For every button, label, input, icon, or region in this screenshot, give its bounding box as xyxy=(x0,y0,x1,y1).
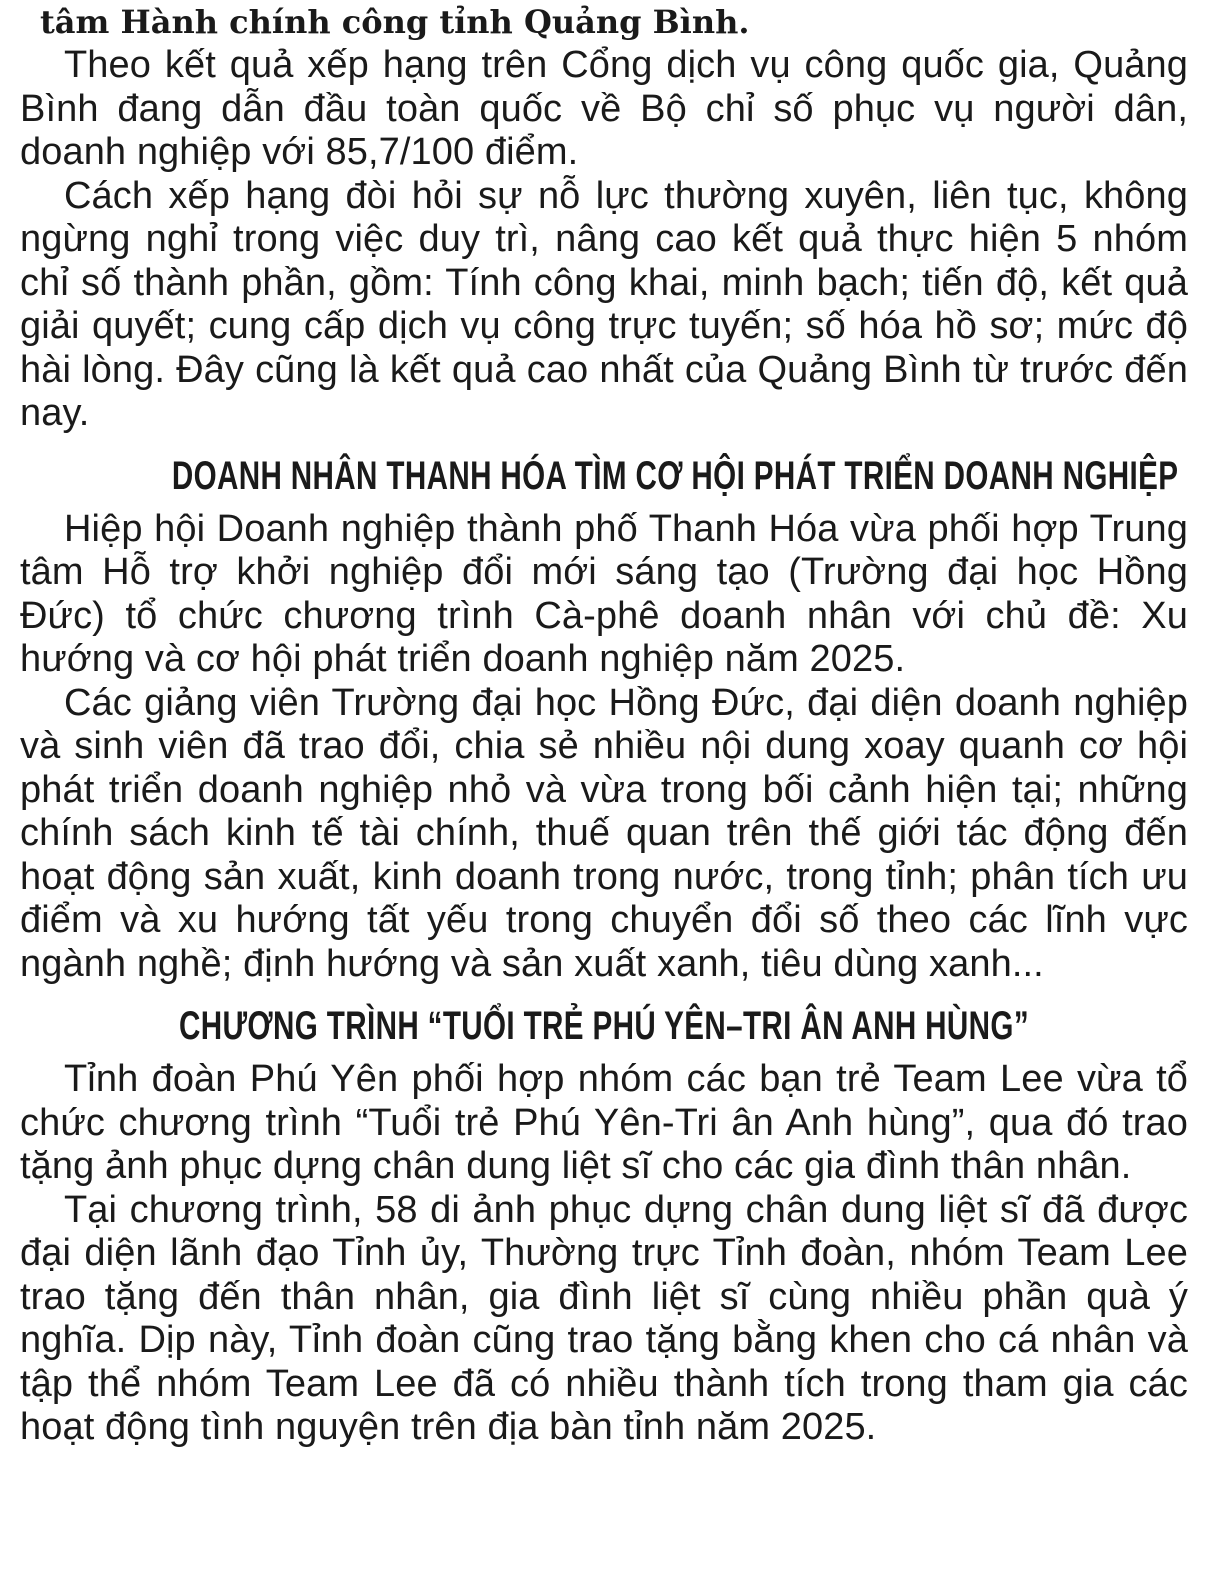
paragraph: Tại chương trình, 58 di ảnh phục dựng chân dung liệt sĩ đã được đại diện lãnh đạo Tỉnh ủy, Thường trực Tỉnh đoàn, nhóm Team Lee trao tặng đến thân nhân, gia đình liệt sĩ cùng nhiều phần quà ý nghĩa. Dịp này, Tỉnh đoàn cũng trao tặng bằng khen cho cá nhân và tập thể nhóm Team Lee đã có nhiều thành tích trong tham gia các hoạt động tình nguyện trên địa bàn tỉnh năm 2025. xyxy=(20,1188,1188,1448)
section-heading: CHƯƠNG TRÌNH “TUỔI TRẺ PHÚ YÊN–TRI ÂN ANH HÙNG” xyxy=(179,1004,1029,1048)
article-page xyxy=(20,0,1188,1450)
section-phu-yen xyxy=(20,1002,1188,1450)
section-heading: DOANH NHÂN THANH HÓA TÌM CƠ HỘI PHÁT TRIỂN DOANH NGHIỆP xyxy=(171,453,1179,498)
paragraph: Cách xếp hạng đòi hỏi sự nỗ lực thường xuyên, liên tục, không ngừng nghỉ trong việc duy trì, nâng cao kết quả thực hiện 5 nhóm chỉ số thành phần, gồm: Tính công khai, minh bạch; tiến độ, kết quả giải quyết; cung cấp dịch vụ công trực tuyến; số hóa hồ sơ; mức độ hài lòng. Đây cũng là kết quả cao nhất của Quảng Bình từ trước đến nay. xyxy=(20,174,1188,434)
paragraph: Hiệp hội Doanh nghiệp thành phố Thanh Hóa vừa phối hợp Trung tâm Hỗ trợ khởi nghiệp đổi mới sáng tạo (Trường đại học Hồng Đức) tổ chức chương trình Cà-phê doanh nhân với chủ đề: Xu hướng và cơ hội phát triển doanh nghiệp năm 2025. xyxy=(20,507,1188,680)
paragraph: Theo kết quả xếp hạng trên Cổng dịch vụ công quốc gia, Quảng Bình đang dẫn đầu toàn quốc về Bộ chỉ số phục vụ người dân, doanh nghiệp với 85,7/100 điểm. xyxy=(20,44,1188,173)
section-thanh-hoa xyxy=(20,452,1188,987)
paragraph: Các giảng viên Trường đại học Hồng Đức, đại diện doanh nghiệp và sinh viên đã trao đổi, chia sẻ nhiều nội dung xoay quanh cơ hội phát triển doanh nghiệp nhỏ và vừa trong bối cảnh hiện tại; những chính sách kinh tế tài chính, thuế quan trên thế giới tác động đến hoạt động sản xuất, kinh doanh trong nước, trong tỉnh; phân tích ưu điểm và xu hướng tất yếu trong chuyển đổi số theo các lĩnh vực ngành nghề; định hướng và sản xuất xanh, tiêu dùng xanh... xyxy=(20,681,1188,985)
section-quang-binh xyxy=(20,44,1188,436)
paragraph: Tỉnh đoàn Phú Yên phối hợp nhóm các bạn trẻ Team Lee vừa tổ chức chương trình “Tuổi trẻ Phú Yên-Tri ân Anh hùng”, qua đó trao tặng ảnh phục dựng chân dung liệt sĩ cho các gia đình thân nhân. xyxy=(20,1058,1188,1187)
lead-fragment: tâm Hành chính công tỉnh Quảng Bình. xyxy=(40,3,750,41)
